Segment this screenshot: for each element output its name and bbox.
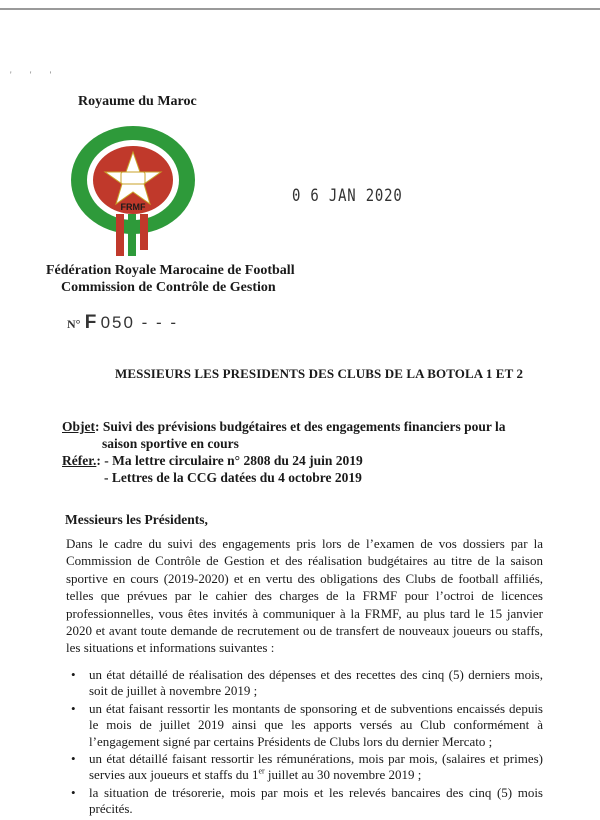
list-item bbox=[66, 667, 543, 700]
addressee: MESSIEURS LES PRESIDENTS DES CLUBS DE LA BOTOLA 1 ET 2 bbox=[115, 366, 524, 381]
objet-text-2: saison sportive en cours bbox=[102, 436, 239, 451]
objet-block bbox=[62, 418, 562, 452]
salutation: Messieurs les Présidents, bbox=[65, 512, 208, 527]
refer-1: : - Ma lettre circulaire n° 2808 du 24 juin 2019 bbox=[96, 453, 363, 468]
logo-frmf-text: FRMF bbox=[120, 202, 146, 212]
list-item bbox=[66, 785, 543, 818]
requirements-list bbox=[66, 667, 543, 819]
refer-label: Réfer. bbox=[62, 453, 97, 468]
federation-name: Fédération Royale Marocaine de Football bbox=[46, 263, 295, 278]
scan-top-border bbox=[0, 8, 600, 10]
bullet-text-3a: un état détaillé faisant ressortir les rémunérations, mois par mois, (salaires et primes) servies aux joueurs et staffs du 1 bbox=[89, 751, 543, 783]
commission-name: Commission de Contrôle de Gestion bbox=[61, 280, 276, 295]
frmf-logo bbox=[58, 118, 208, 258]
refer-2: - Lettres de la CCG datées du 4 octobre 2019 bbox=[104, 470, 362, 485]
reference-block bbox=[62, 452, 363, 486]
bullet-sup: er bbox=[258, 767, 265, 777]
bullet-text-4: la situation de trésorerie, mois par mois et les relevés bancaires des cinq (5) mois précités. bbox=[89, 784, 543, 817]
number-letter: F bbox=[84, 312, 97, 333]
letter-number bbox=[67, 312, 178, 334]
body-paragraph: Dans le cadre du suivi des engagements pris lors de l’examen de vos dossiers par la Commission de Contrôle de Gestion et des réalisation budgétaires au titre de la saison sportive en cours (2019-2020) et en vertu des obligations des Clubs de football affiliés, telles que prévues par le cahier des charges de la FRMF pour l’octroi de licences professionnelles, vous êtes invités à communiquer à la FRMF, au plus tard le 15 janvier 2020 et avant toute demande de recrutement ou de transfert de nouveaux joueurs ou staffs, les situations et informations suivantes : bbox=[66, 536, 543, 656]
bullet-text-1: un état détaillé de réalisation des dépenses et des recettes des cinq (5) derniers mois, soit de juillet à novembre 2019 ; bbox=[89, 667, 543, 699]
number-value: 050 - - - bbox=[100, 313, 179, 332]
objet-text-1: : Suivi des prévisions budgétaires et des engagements financiers pour la bbox=[95, 419, 506, 434]
list-item bbox=[66, 751, 543, 784]
scan-specks: ' ' ' bbox=[10, 70, 60, 80]
kingdom-title: Royaume du Maroc bbox=[78, 94, 197, 109]
objet-label: Objet bbox=[62, 419, 95, 434]
number-prefix: N° bbox=[67, 317, 81, 331]
date-stamp: 0 6 JAN 2020 bbox=[292, 186, 403, 206]
bullet-text-3b: juillet au 30 novembre 2019 ; bbox=[264, 767, 422, 783]
list-item bbox=[66, 701, 543, 750]
bullet-text-2: un état faisant ressortir les montants de sponsoring et de subventions encaissés depuis le mois de juillet 2019 ainsi que les apports versés au Club conformément à l’engagement signé par certains Présidents de Clubs lors du dernier Mercato ; bbox=[89, 700, 543, 749]
sender-block bbox=[46, 262, 295, 296]
